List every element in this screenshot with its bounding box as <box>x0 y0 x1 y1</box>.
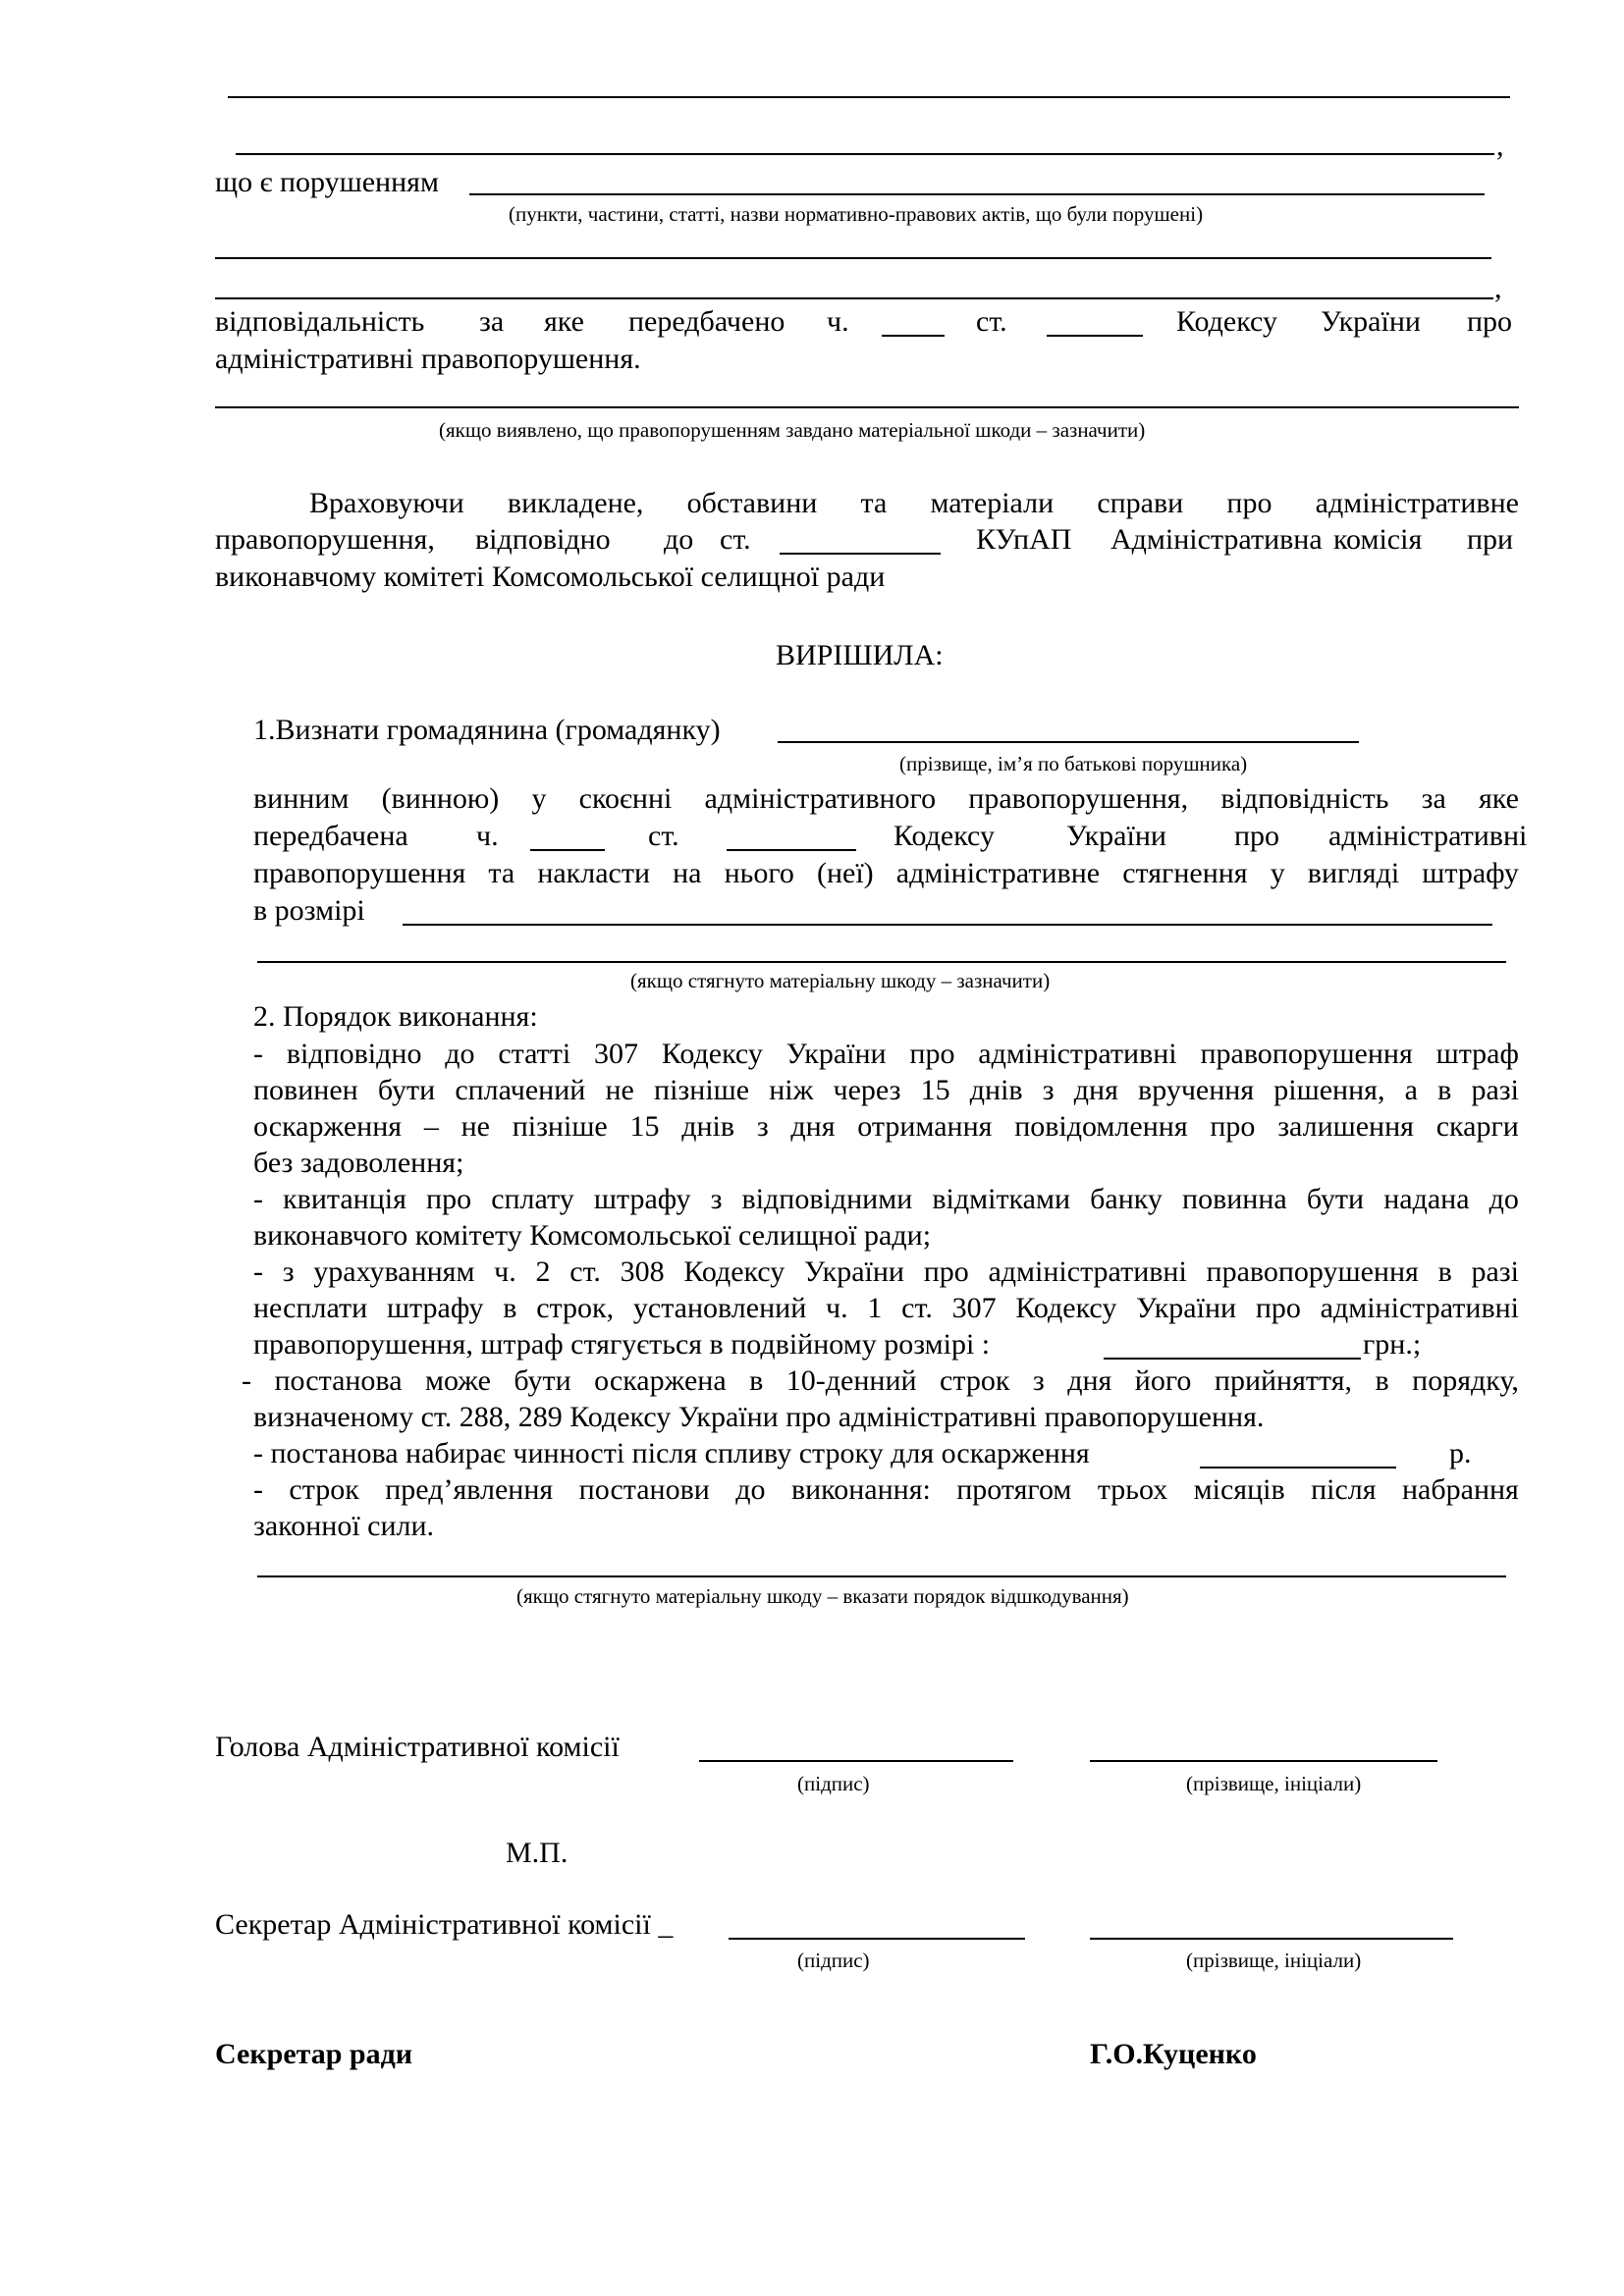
decision-title: ВИРІШИЛА: <box>776 639 944 671</box>
secretary-label: Секретар Адміністративної комісії _ <box>215 1908 674 1941</box>
item1-l2f: про <box>1234 820 1280 852</box>
item2-title: 2. Порядок виконання: <box>253 1000 538 1033</box>
head-signature-line <box>699 1760 1013 1762</box>
p6-line-1: - строк пред’явлення постанови до виконання: протягом трьох місяців після набрання <box>253 1473 1519 1506</box>
item1-l2e: України <box>1066 820 1166 852</box>
considering-l2d: ст. <box>720 523 751 556</box>
liability-w5: ч. <box>827 305 849 338</box>
considering-l2a: правопорушення, <box>215 523 435 556</box>
considering-l2h: при <box>1467 523 1514 556</box>
item1-l2g: адміністративні <box>1328 820 1528 852</box>
item1-caption2: (якщо стягнуто матеріальну шкоду – зазначити) <box>630 969 1051 992</box>
head-label: Голова Адміністративної комісії <box>215 1731 620 1763</box>
effective-date-blank <box>1200 1467 1396 1468</box>
trailing-comma-1: , <box>1496 130 1504 162</box>
item1-l2c: ст. <box>648 820 679 852</box>
stamp-label: М.П. <box>506 1837 568 1869</box>
kupap-article-blank <box>780 553 941 555</box>
secretary-signature-line <box>729 1938 1025 1940</box>
considering-l2g: комісія <box>1333 523 1423 556</box>
item1-blank-line <box>257 961 1506 963</box>
violation-label: що є порушенням <box>215 166 439 198</box>
council-secretary-name: Г.О.Куценко <box>1090 2038 1257 2070</box>
considering-l2c: до <box>664 523 694 556</box>
item1-l4: в розмірі <box>253 894 365 927</box>
head-name-caption: (прізвище, ініціали) <box>1186 1772 1362 1795</box>
damage-caption: (якщо виявлено, що правопорушенням завдано матеріальної шкоди – зазначити) <box>439 418 1146 442</box>
p3-last-a: правопорушення, штраф стягується в подвійному розмірі : <box>253 1328 991 1361</box>
blank-line-1 <box>228 96 1510 98</box>
violation-line <box>469 193 1485 195</box>
item1-part-blank <box>530 849 605 851</box>
p2-line-1: - квитанція про сплату штрафу з відповідними відмітками банку повинна бути надана до <box>253 1183 1519 1215</box>
p5a: - постанова набирає чинності після спливу строку для оскарження <box>253 1437 1090 1469</box>
p1-line-2: повинен бути сплачений не пізніше ніж через 15 днів з дня вручення рішення, а в разі <box>253 1074 1519 1106</box>
p2-last: виконавчого комітету Комсомольської селищної ради; <box>253 1219 932 1252</box>
item1-line-1: винним (винною) у скоєнні адміністративного правопорушення, відповідність за яке <box>253 782 1519 815</box>
p5b: р. <box>1449 1437 1472 1469</box>
item1-label: 1.Визнати громадянина (громадянку) <box>253 714 721 746</box>
considering-l2b: відповідно <box>475 523 611 556</box>
liability-w8: України <box>1321 305 1421 338</box>
offender-caption: (прізвище, ім’я по батькові порушника) <box>899 752 1248 775</box>
p4-line-1: - постанова може бути оскаржена в 10-денний строк з дня його прийняття, в порядку, <box>242 1364 1519 1397</box>
liability-w3: яке <box>544 305 584 338</box>
offender-name-line <box>778 741 1359 743</box>
fine-amount-line <box>403 924 1492 926</box>
item1-l2d: Кодексу <box>893 820 995 852</box>
blank-line-4 <box>215 297 1493 299</box>
secretary-name-caption: (прізвище, ініціали) <box>1186 1949 1362 1972</box>
trailing-comma-2: , <box>1494 272 1502 304</box>
article-blank <box>1047 335 1143 337</box>
item1-l2a: передбачена <box>253 820 408 852</box>
p1-last: без задоволення; <box>253 1147 464 1179</box>
item1-l2b: ч. <box>476 820 499 852</box>
p1-line-3: оскарження – не пізніше 15 днів з дня отримання повідомлення про залишення скарги <box>253 1110 1519 1143</box>
liability-w4: передбачено <box>628 305 785 338</box>
liability-w1: відповідальність <box>215 305 425 338</box>
liability-line2: адміністративні правопорушення. <box>215 343 641 375</box>
blank-line-3 <box>215 257 1491 259</box>
p1-line-1: - відповідно до статті 307 Кодексу України про адміністративні правопорушення штраф <box>253 1038 1519 1070</box>
p3-line-2: несплати штрафу в строк, установлений ч. 1 ст. 307 Кодексу України про адміністративні <box>253 1292 1519 1324</box>
secretary-sign-caption: (підпис) <box>797 1949 870 1972</box>
compensation-line <box>257 1575 1506 1577</box>
p3-last-b: грн.; <box>1363 1328 1422 1361</box>
head-name-line <box>1090 1760 1437 1762</box>
liability-w9: про <box>1467 305 1513 338</box>
considering-l3: виконавчому комітеті Комсомольської селищної ради <box>215 561 886 593</box>
p6-last: законної сили. <box>253 1510 435 1542</box>
damage-line <box>215 406 1519 408</box>
part-blank <box>882 335 945 337</box>
liability-w7: Кодексу <box>1176 305 1277 338</box>
council-secretary-label: Секретар ради <box>215 2038 413 2070</box>
head-sign-caption: (підпис) <box>797 1772 870 1795</box>
secretary-name-line <box>1090 1938 1453 1940</box>
double-fine-blank <box>1104 1358 1361 1360</box>
liability-w6: ст. <box>976 305 1007 338</box>
considering-l2e: КУпАП <box>976 523 1072 556</box>
p3-line-1: - з урахуванням ч. 2 ст. 308 Кодексу України про адміністративні правопорушення в разі <box>253 1255 1519 1288</box>
compensation-caption: (якщо стягнуто матеріальну шкоду – вказати порядок відшкодування) <box>516 1584 1129 1608</box>
considering-line-1: Враховуючи викладене, обставини та матеріали справи про адміністративне <box>309 487 1519 519</box>
liability-w2: за <box>479 305 505 338</box>
item1-line-3: правопорушення та накласти на нього (неї) адміністративне стягнення у вигляді штрафу <box>253 857 1519 889</box>
item1-article-blank <box>727 849 856 851</box>
blank-line-2 <box>236 153 1494 155</box>
considering-l2f: Адміністративна <box>1110 523 1323 556</box>
violation-caption: (пункти, частини, статті, назви нормативно-правових актів, що були порушені) <box>509 202 1204 226</box>
p4-last: визначеному ст. 288, 289 Кодексу України про адміністративні правопорушення. <box>253 1401 1265 1433</box>
